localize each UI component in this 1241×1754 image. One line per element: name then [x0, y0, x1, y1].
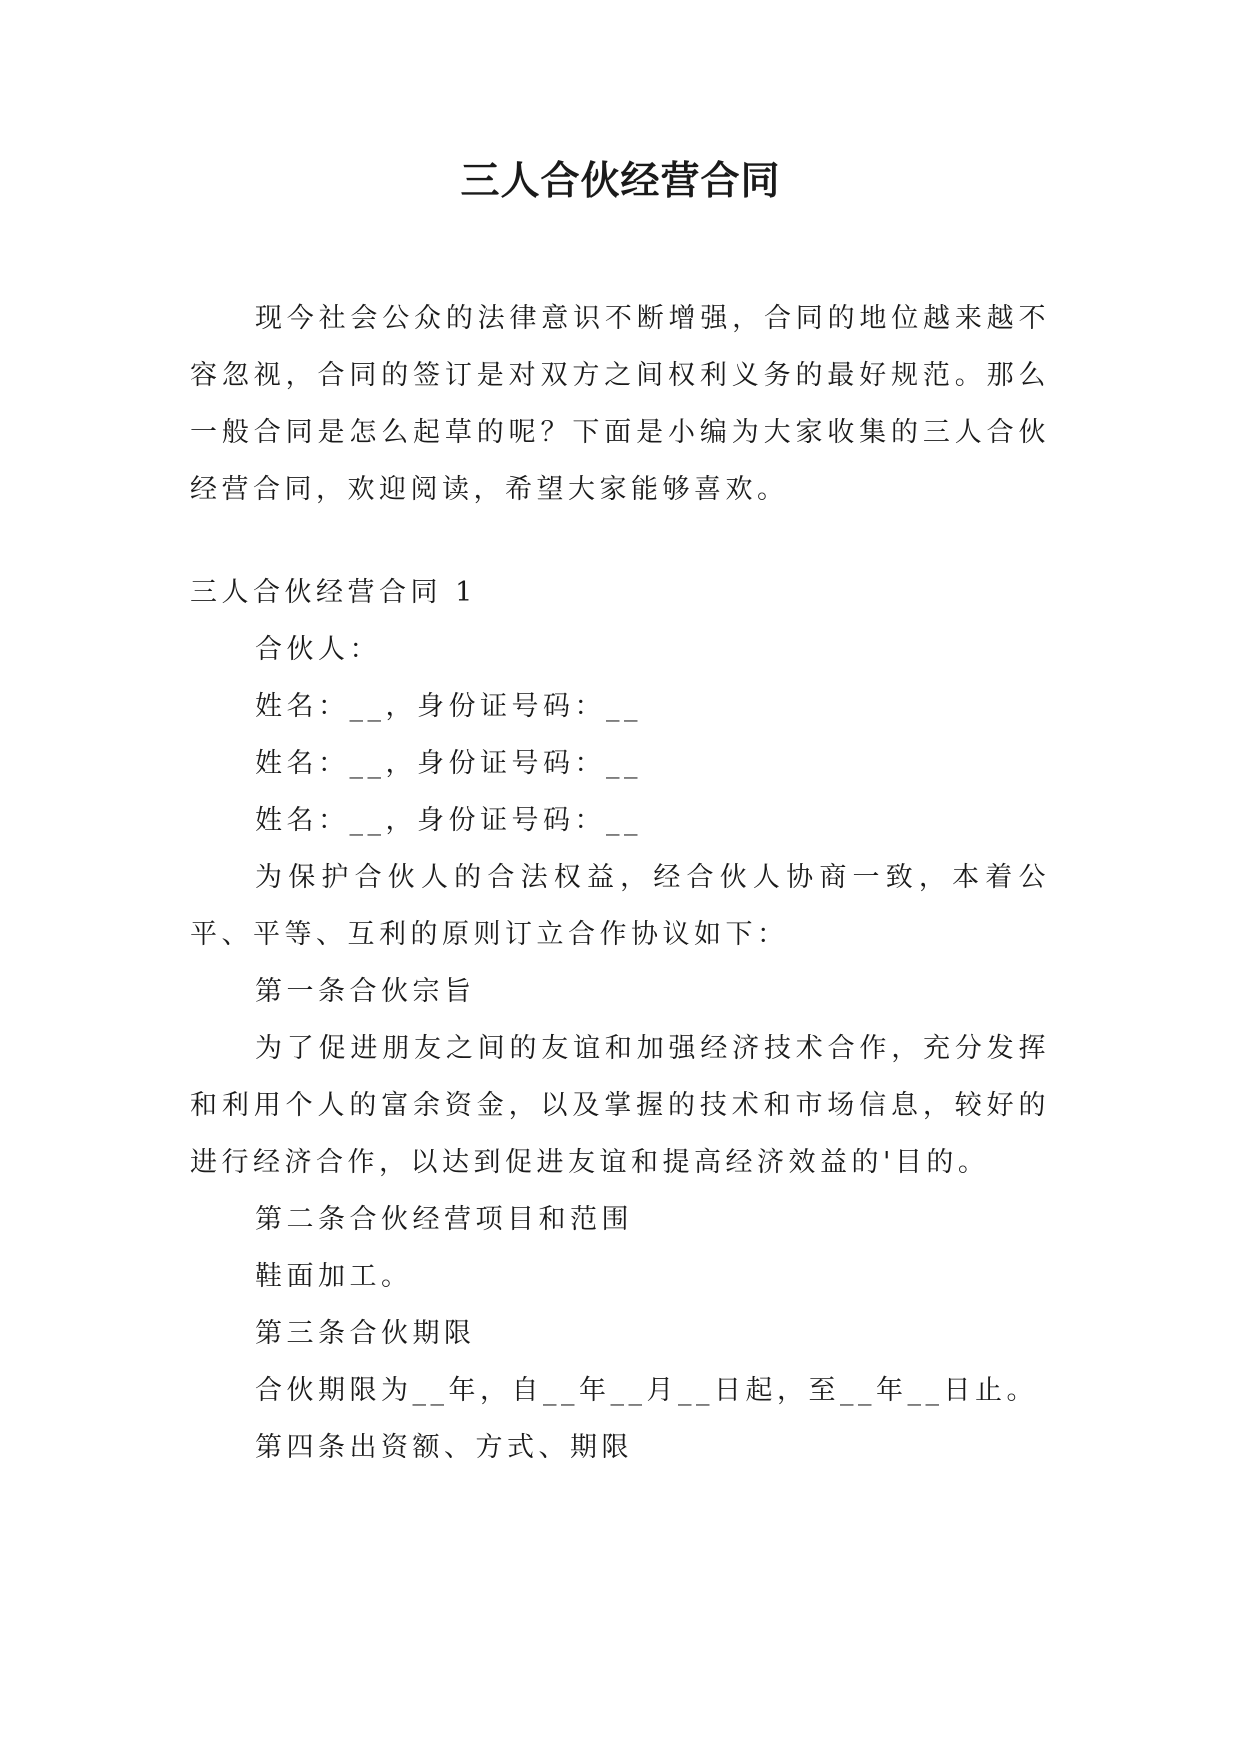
article-3-title: 第三条合伙期限 — [255, 1318, 476, 1349]
article-1-title: 第一条合伙宗旨 — [255, 976, 476, 1007]
article-2-body: 鞋面加工。 — [255, 1261, 413, 1292]
document-title: 三人合伙经营合同 — [460, 159, 781, 204]
section-heading: 三人合伙经营合同 1 — [190, 577, 477, 608]
article-4-title: 第四条出资额、方式、期限 — [255, 1432, 633, 1463]
partner-line: 姓名：__，身份证号码：__ — [255, 748, 642, 779]
partner-line: 姓名：__，身份证号码：__ — [255, 805, 642, 836]
document-body — [190, 290, 1050, 1476]
article-2-title: 第二条合伙经营项目和范围 — [255, 1204, 633, 1235]
article-1-body: 为了促进朋友之间的友谊和加强经济技术合作，充分发挥和利用个人的富余资金，以及掌握的技术和市场信息，较好的进行经济合作，以达到促进友谊和提高经济效益的'目的。 — [190, 1033, 1050, 1178]
preamble-paragraph: 为保护合伙人的合法权益，经合伙人协商一致，本着公平、平等、互利的原则订立合作协议如下： — [190, 862, 1050, 950]
intro-paragraph: 现今社会公众的法律意识不断增强，合同的地位越来越不容忽视，合同的签订是对双方之间权利义务的最好规范。那么一般合同是怎么起草的呢？下面是小编为大家收集的三人合伙经营合同，欢迎阅读，希望大家能够喜欢。 — [190, 303, 1050, 505]
article-3-body: 合伙期限为__年，自__年__月__日起，至__年__日止。 — [255, 1375, 1038, 1406]
partner-line: 姓名：__，身份证号码：__ — [255, 691, 642, 722]
partners-label: 合伙人： — [255, 634, 381, 665]
